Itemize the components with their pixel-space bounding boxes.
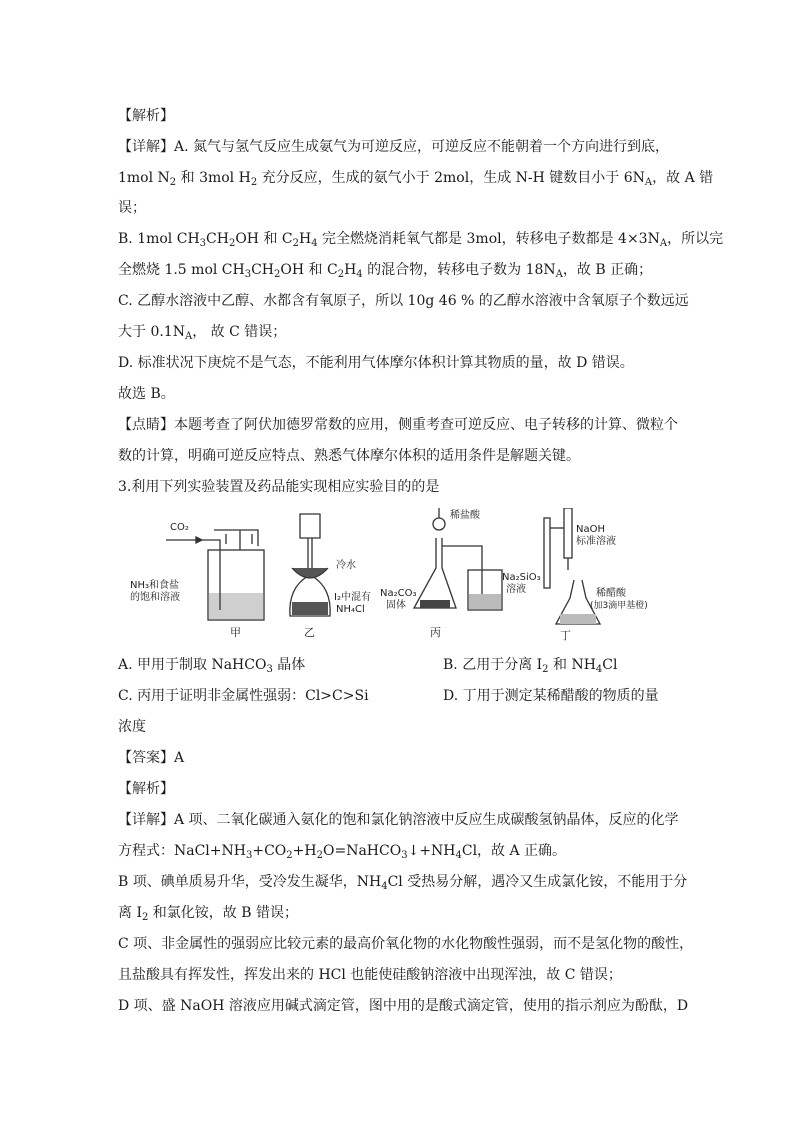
label-jia-solution: 的饱和溶液 <box>130 592 180 603</box>
answer-line: 【详解】A 项、二氧化碳通入氨化的饱和氯化钠溶液中反应生成碳酸氢钠晶体，反应的化学 <box>118 812 679 828</box>
label-naoh: 标准溶液 <box>576 536 616 547</box>
label-apparatus-yi: 乙 <box>304 626 315 639</box>
label-na2co3: 固体 <box>386 600 406 611</box>
answer-line: 且盐酸具有挥发性，挥发出来的 HCl 也能使硅酸钠溶液中出现浑浊，故 C 错误； <box>118 967 622 983</box>
experiment-apparatus-figure <box>130 508 670 646</box>
question-stem: 3.利用下列实验装置及药品能实现相应实验目的的是 <box>118 479 440 495</box>
label-apparatus-jia: 甲 <box>230 626 241 639</box>
option-a: A. 甲用于制取 NaHCO$_3$ 晶体 <box>118 657 306 675</box>
detail-line: C. 乙醇水溶液中乙醇、水都含有氧原子，所以 10g 46 % 的乙醇水溶液中含氧原子个数远远 <box>118 293 689 309</box>
section-heading-analysis: 【解析】 <box>118 108 174 124</box>
answer-line: C 项、非金属性的强弱应比较元素的最高价氧化物的水化物酸性强弱，而不是氢化物的酸性， <box>118 936 694 952</box>
option-d-continued: 浓度 <box>118 719 146 735</box>
label-yi-mixture: NH₄Cl <box>336 604 365 615</box>
label-yi-mixture: I₂中混有 <box>334 592 371 603</box>
label-acetic-acid: (加3滴甲基橙) <box>590 601 648 611</box>
option-c: C. 丙用于证明非金属性强弱：Cl>C>Si <box>118 688 369 704</box>
answer-line: 方程式：$NaCl+NH_3+CO_2+H_2O=NaHCO_3↓+NH_4Cl$，故 A 正确。 <box>118 843 567 861</box>
label-hcl: 稀盐酸 <box>450 510 480 521</box>
label-jia-solution: NH₃和食盐 <box>130 580 180 591</box>
label-na2sio3: Na₂SiO₃ <box>502 572 541 583</box>
apparatus-drawing <box>130 508 670 646</box>
label-cold-water: 冷水 <box>336 560 356 571</box>
comment-line: 数的计算，明确可逆反应特点、熟悉气体摩尔体积的适用条件是解题关键。 <box>118 448 580 464</box>
detail-line: 【详解】A. 氮气与氢气反应生成氨气为可逆反应，可逆反应不能朝着一个方向进行到底， <box>118 139 670 155</box>
label-naoh: NaOH <box>576 524 605 535</box>
label-acetic-acid: 稀醋酸 <box>596 588 626 599</box>
section-heading-analysis: 【解析】 <box>118 781 174 797</box>
detail-line: 1mol $N_2$ 和 3mol $H_2$ 充分反应，生成的氨气小于 2mol，生成 N-H 键数目小于 $6N_A$，故 A 错 <box>118 170 714 188</box>
answer-line: B 项、碘单质易升华，受冷发生凝华，$NH_4Cl$ 受热易分解，遇冷又生成氯化铵，不能用于分 <box>118 874 688 892</box>
label-na2co3: Na₂CO₃ <box>380 588 417 599</box>
label-na2sio3: 溶液 <box>506 584 526 595</box>
label-apparatus-bing: 丙 <box>430 626 441 639</box>
answer-heading: 【答案】A <box>118 750 185 766</box>
detail-line: 全燃烧 1.5 mol $CH_3CH_2OH$ 和 $C_2H_4$ 的混合物，转移电子数为 $18N_A$，故 B 正确； <box>118 262 653 280</box>
option-d: D. 丁用于测定某稀醋酸的物质的量 <box>443 688 659 704</box>
label-co2: CO₂ <box>170 522 189 533</box>
label-apparatus-ding: 丁 <box>560 629 571 642</box>
detail-line: D. 标准状况下庚烷不是气态，不能利用气体摩尔体积计算其物质的量，故 D 错误。 <box>118 355 634 371</box>
option-b: B. 乙用于分离 $I_2$ 和 $NH_4Cl$ <box>443 657 618 675</box>
comment-line: 【点睛】本题考查了阿伏加德罗常数的应用，侧重考查可逆反应、电子转移的计算、微粒个 <box>118 417 678 433</box>
conclusion-line: 故选 B。 <box>118 386 175 402</box>
detail-line: B. 1mol $CH_3CH_2OH$ 和 $C_2H_4$ 完全燃烧消耗氧气都是 3mol，转移电子数都是 $4\times 3N_A$，所以完 <box>118 231 724 249</box>
detail-line: 误； <box>118 200 146 216</box>
answer-line: 离 $I_2$ 和氯化铵，故 B 错误； <box>118 905 298 923</box>
answer-line: D 项、盛 NaOH 溶液应用碱式滴定管，图中用的是酸式滴定管，使用的指示剂应为酚酞，D <box>118 998 689 1014</box>
detail-line: 大于 $0.1N_A$， 故 C 错误； <box>118 324 287 342</box>
